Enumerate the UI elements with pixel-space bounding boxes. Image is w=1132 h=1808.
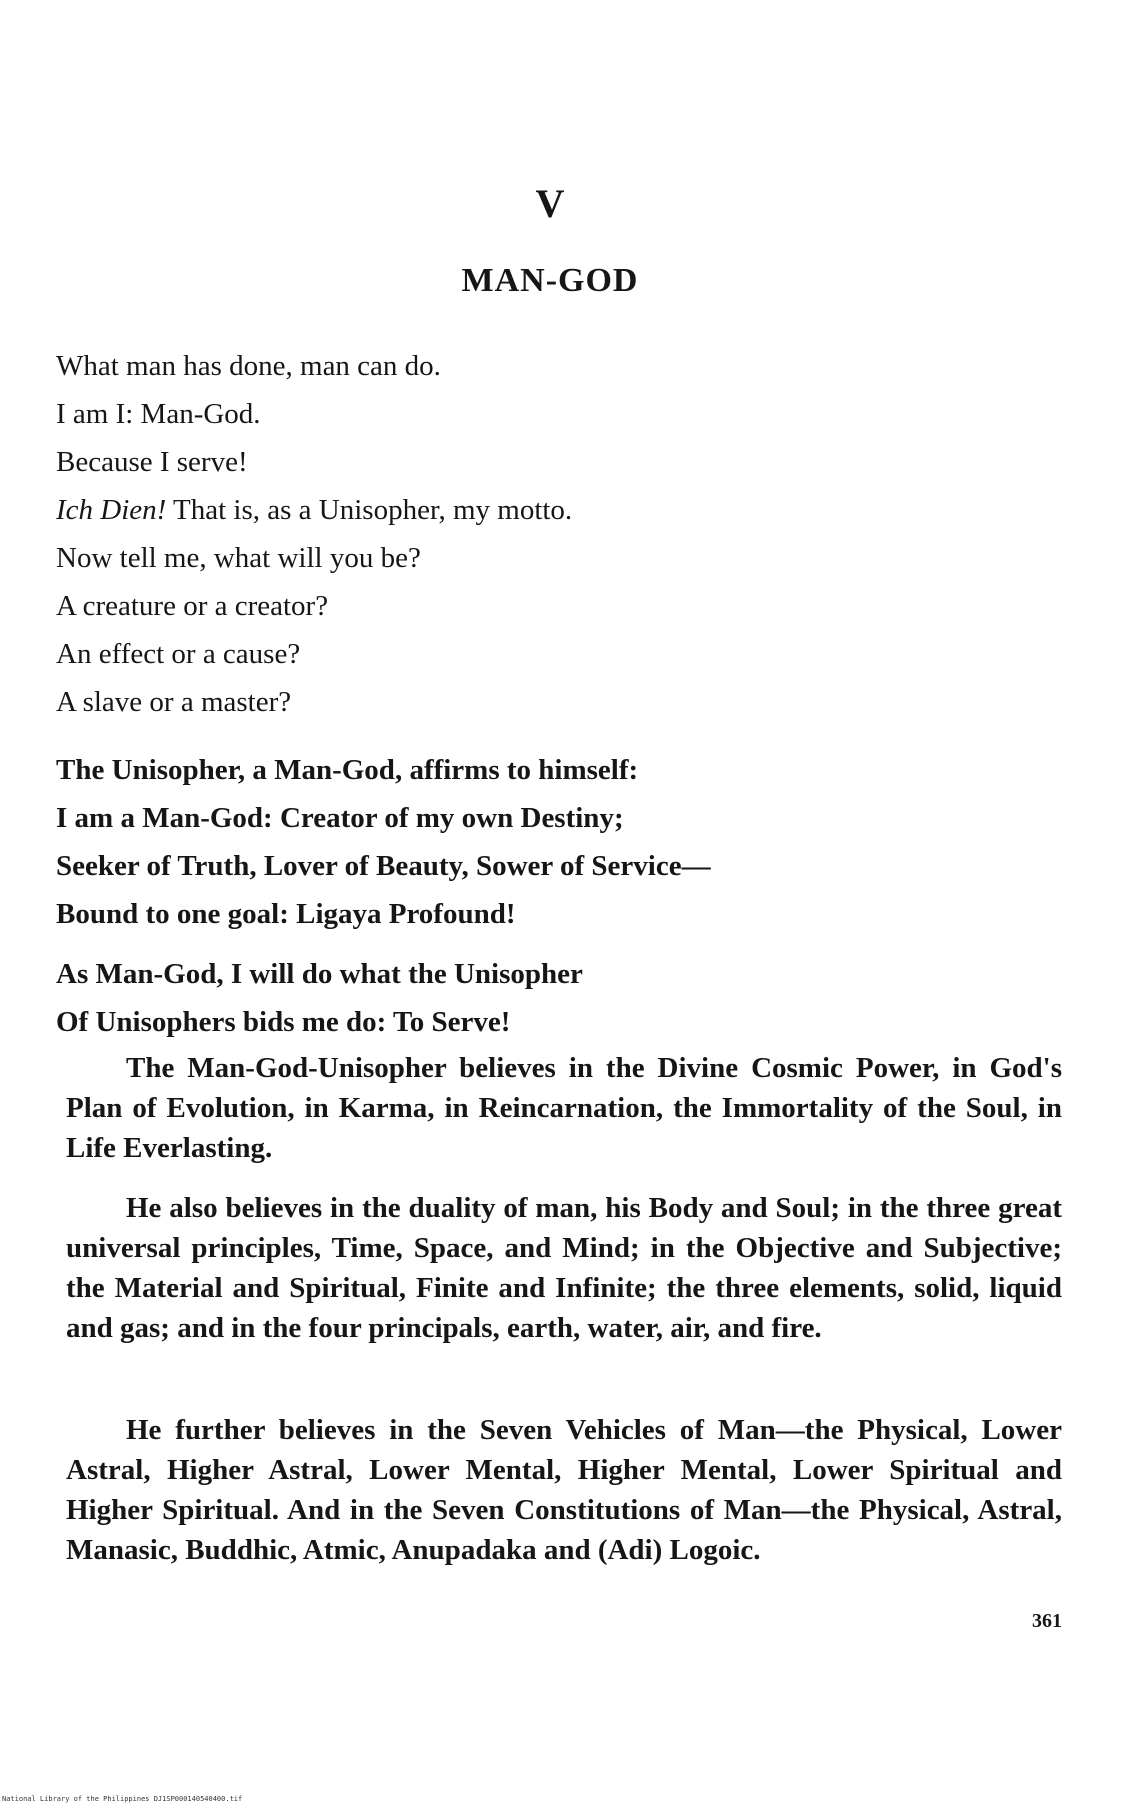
verse-line: Seeker of Truth, Lover of Beauty, Sower of Service— bbox=[56, 850, 711, 882]
verse-line: An effect or a cause? bbox=[56, 638, 301, 670]
page-number: 361 bbox=[1032, 1610, 1062, 1632]
verse-line: I am I: Man-God. bbox=[56, 398, 261, 430]
verse-line: Of Unisophers bids me do: To Serve! bbox=[56, 1006, 511, 1038]
paragraph-duality: He also believes in the duality of man, his Body and Soul; in the three great universal principles, Time, Space, and Mind; in the Objective and Subjective; the Material and Spiritual, Finite and Infinite; the three elements, solid, liquid and gas; and in the four principals, earth, water, air, and fire. bbox=[66, 1192, 1062, 1344]
verse-line: A slave or a master? bbox=[56, 686, 292, 718]
verse-line: Bound to one goal: Ligaya Profound! bbox=[56, 898, 516, 930]
scan-source-note: National Library of the Philippines DJ1SP000140540400.tif bbox=[2, 1795, 243, 1803]
verse-line: A creature or a creator? bbox=[56, 590, 329, 622]
motto-italic: Ich Dien! bbox=[56, 494, 167, 526]
verse-line: I am a Man-God: Creator of my own Destiny; bbox=[56, 802, 624, 834]
paragraph-seven-vehicles: He further believes in the Seven Vehicles of Man—the Physical, Lower Astral, Higher Astral, Lower Mental, Higher Mental, Lower Spiritual and Higher Spiritual. And in the Seven Constitutions of Man—the Physical, Astral, Manasic, Buddhic, Atmic, Anupadaka and (Adi) Logoic. bbox=[66, 1414, 1062, 1566]
verse-line: Because I serve! bbox=[56, 446, 248, 478]
paragraph-beliefs: The Man-God-Unisopher believes in the Divine Cosmic Power, in God's Plan of Evolution, in Karma, in Reincarnation, the Immortality of the Soul, in Life Everlasting. bbox=[66, 1052, 1062, 1164]
verse-line: Ich Dien! That is, as a Unisopher, my motto. bbox=[56, 494, 573, 526]
verse-line: The Unisopher, a Man-God, affirms to himself: bbox=[56, 754, 639, 786]
verse-line: What man has done, man can do. bbox=[56, 350, 441, 382]
verse-line: Now tell me, what will you be? bbox=[56, 542, 421, 574]
chapter-title: MAN-GOD bbox=[461, 262, 639, 299]
chapter-number: V bbox=[535, 181, 565, 226]
verse-line: As Man-God, I will do what the Unisopher bbox=[56, 958, 583, 990]
